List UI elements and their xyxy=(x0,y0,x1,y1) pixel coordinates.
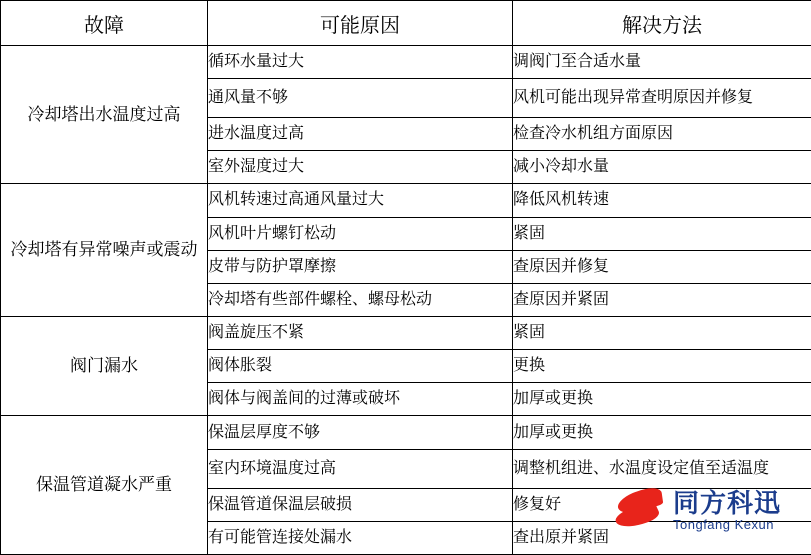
table-row xyxy=(1,46,811,79)
watermark-text-cn: 同方科迅 xyxy=(673,487,782,518)
fault-label: 冷却塔出水温度过高 xyxy=(1,46,208,184)
cause-text: 风机叶片螺钉松动 xyxy=(208,217,513,250)
column-header-fault: 故障 xyxy=(1,1,208,46)
cause-text: 皮带与防护罩摩擦 xyxy=(208,250,513,283)
solution-text: 调阀门至合适水量 xyxy=(513,46,811,79)
column-header-cause: 可能原因 xyxy=(208,1,513,46)
column-header-solution: 解决方法 xyxy=(513,1,811,46)
solution-text: 调整机组进、水温度设定值至适温度 xyxy=(513,449,811,488)
solution-text: 修复好 xyxy=(513,488,811,521)
solution-text: 加厚或更换 xyxy=(513,416,811,449)
solution-text: 紧固 xyxy=(513,317,811,350)
solution-text: 查出原并紧固 xyxy=(513,521,811,554)
fault-label: 阀门漏水 xyxy=(1,317,208,416)
solution-text: 紧固 xyxy=(513,217,811,250)
cause-text: 循环水量过大 xyxy=(208,46,513,79)
cause-text: 保温层厚度不够 xyxy=(208,416,513,449)
cause-text: 风机转速过高通风量过大 xyxy=(208,184,513,217)
cause-text: 通风量不够 xyxy=(208,79,513,118)
watermark-text-en: Tongfang Kexun xyxy=(673,516,774,532)
table-row xyxy=(1,317,811,350)
solution-text: 查原因并修复 xyxy=(513,250,811,283)
cause-text: 保温管道保温层破损 xyxy=(208,488,513,521)
cause-text: 室内环境温度过高 xyxy=(208,449,513,488)
cause-text: 阀体胀裂 xyxy=(208,350,513,383)
solution-text: 降低风机转速 xyxy=(513,184,811,217)
solution-text: 更换 xyxy=(513,350,811,383)
table-header-row xyxy=(1,1,811,46)
cause-text: 冷却塔有些部件螺栓、螺母松动 xyxy=(208,283,513,316)
solution-text: 检查冷水机组方面原因 xyxy=(513,118,811,151)
fault-label: 冷却塔有异常噪声或震动 xyxy=(1,184,208,317)
cause-text: 有可能管连接处漏水 xyxy=(208,521,513,554)
cause-text: 阀盖旋压不紧 xyxy=(208,317,513,350)
solution-text: 查原因并紧固 xyxy=(513,283,811,316)
table-row xyxy=(1,184,811,217)
cause-text: 进水温度过高 xyxy=(208,118,513,151)
solution-text: 减小冷却水量 xyxy=(513,151,811,184)
table-row xyxy=(1,416,811,449)
cause-text: 室外湿度过大 xyxy=(208,151,513,184)
fault-label: 保温管道凝水严重 xyxy=(1,416,208,555)
cause-text: 阀体与阀盖间的过薄或破坏 xyxy=(208,383,513,416)
solution-text: 加厚或更换 xyxy=(513,383,811,416)
solution-text: 风机可能出现异常查明原因并修复 xyxy=(513,79,811,118)
